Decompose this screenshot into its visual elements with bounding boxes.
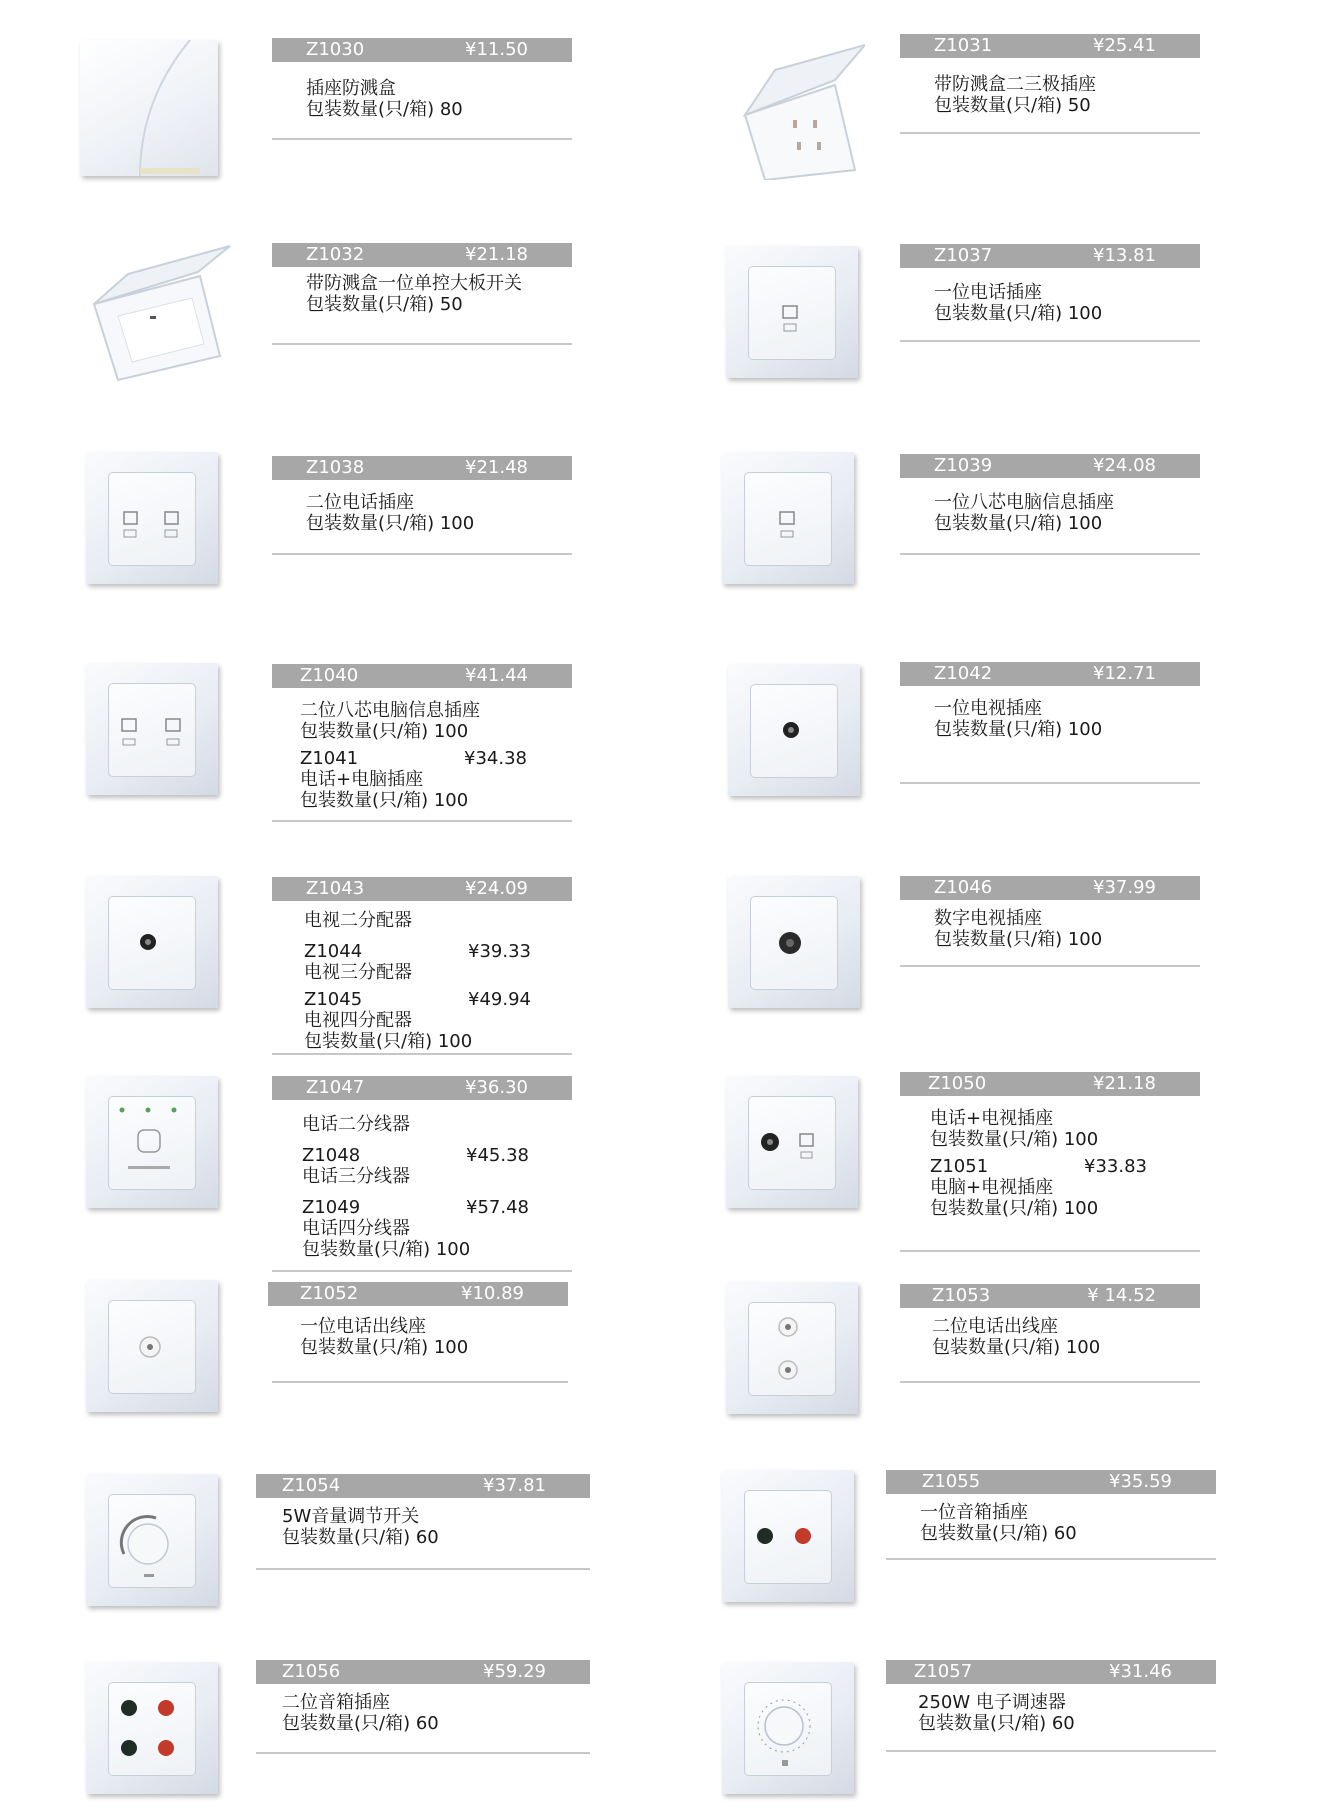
product-body xyxy=(934,908,1102,950)
product-code: Z1056 xyxy=(282,1661,341,1682)
divider xyxy=(256,1568,590,1570)
sub-product-qty: 包装数量(只/箱) 100 xyxy=(300,790,469,811)
double-phone-jack-icon xyxy=(86,452,218,584)
phone-tv-jack-icon xyxy=(726,1076,858,1208)
sub-product-code: Z1051 xyxy=(930,1156,989,1177)
product-name: 5W音量调节开关 xyxy=(282,1506,420,1527)
product-header xyxy=(272,877,572,901)
divider xyxy=(272,820,572,822)
computer-socket-photo xyxy=(722,452,854,584)
sub-product-code: Z1041 xyxy=(300,748,359,769)
product-price: ¥59.29 xyxy=(483,1661,546,1682)
product-name: 插座防溅盒 xyxy=(306,78,396,99)
digital-tv-jack-icon xyxy=(728,876,860,1008)
product-header xyxy=(900,876,1200,900)
product-body xyxy=(934,698,1102,740)
tv-splitter-photo xyxy=(86,876,218,1008)
product-price: ¥11.50 xyxy=(465,39,528,60)
product-name: 电话+电视插座 xyxy=(930,1108,1054,1129)
product-name: 二位电话插座 xyxy=(306,492,414,513)
sub-product-name: 电脑+电视插座 xyxy=(930,1177,1054,1198)
sub-product-code: Z1045 xyxy=(304,989,363,1010)
phone-socket-photo xyxy=(726,246,858,378)
sub-product-code: Z1048 xyxy=(302,1145,361,1166)
divider xyxy=(886,1750,1216,1752)
product-header xyxy=(886,1660,1216,1684)
divider xyxy=(900,553,1200,555)
product-name: 一位电视插座 xyxy=(934,698,1042,719)
phone-splitter-icon xyxy=(86,1076,218,1208)
product-body xyxy=(918,1692,1075,1734)
product-price: ¥ 14.52 xyxy=(1087,1285,1156,1306)
product-header xyxy=(268,1282,568,1306)
product-body xyxy=(934,282,1102,324)
product-qty: 包装数量(只/箱) 100 xyxy=(934,303,1103,324)
divider xyxy=(272,1270,572,1272)
divider xyxy=(900,132,1200,134)
product-qty: 包装数量(只/箱) 100 xyxy=(934,929,1103,950)
sub-product-qty: 包装数量(只/箱) 100 xyxy=(930,1198,1099,1219)
splash-switch-icon xyxy=(88,244,234,382)
product-name: 二位八芯电脑信息插座 xyxy=(300,700,480,721)
sub-product-name: 电话四分线器 xyxy=(302,1218,410,1239)
product-code: Z1040 xyxy=(300,665,359,686)
product-body xyxy=(300,700,527,811)
product-body xyxy=(304,910,531,1052)
splash-switch-photo xyxy=(88,244,234,382)
product-qty: 包装数量(只/箱) 100 xyxy=(934,719,1103,740)
sub-product-price: ¥34.38 xyxy=(464,748,527,769)
sub-product-price: ¥49.94 xyxy=(468,989,531,1010)
double-phone-socket-photo xyxy=(86,452,218,584)
product-price: ¥24.08 xyxy=(1093,455,1156,476)
speaker-terminal-icon xyxy=(722,1470,854,1602)
product-header xyxy=(900,1072,1200,1096)
product-header xyxy=(272,664,572,688)
product-header xyxy=(272,456,572,480)
product-header xyxy=(900,1284,1200,1308)
product-price: ¥21.48 xyxy=(465,457,528,478)
product-header xyxy=(256,1474,590,1498)
product-qty: 包装数量(只/箱) 50 xyxy=(934,95,1091,116)
spacer xyxy=(302,1135,470,1145)
divider xyxy=(272,343,572,345)
tv-jack-icon xyxy=(86,876,218,1008)
product-header xyxy=(900,454,1200,478)
divider xyxy=(900,1381,1200,1383)
product-qty: 包装数量(只/箱) 60 xyxy=(918,1713,1075,1734)
product-price: ¥41.44 xyxy=(465,665,528,686)
product-code: Z1047 xyxy=(306,1077,365,1098)
product-price: ¥12.71 xyxy=(1093,663,1156,684)
double-speaker-socket-photo xyxy=(86,1662,218,1794)
sub-product-name: 电话三分线器 xyxy=(302,1166,410,1187)
product-code: Z1052 xyxy=(300,1283,359,1304)
product-name: 一位八芯电脑信息插座 xyxy=(934,492,1114,513)
divider xyxy=(900,965,1200,967)
tv-socket-photo xyxy=(728,664,860,796)
product-header xyxy=(272,243,572,267)
divider xyxy=(272,553,572,555)
sub-product-price: ¥45.38 xyxy=(466,1145,529,1166)
product-qty: 包装数量(只/箱) 60 xyxy=(282,1713,439,1734)
spacer xyxy=(302,1187,470,1197)
product-body xyxy=(300,1316,468,1358)
volume-switch-photo xyxy=(86,1474,218,1606)
product-code: Z1054 xyxy=(282,1475,341,1496)
splash-box-photo xyxy=(80,40,218,176)
product-name: 250W 电子调速器 xyxy=(918,1692,1066,1713)
sub-product-price: ¥57.48 xyxy=(466,1197,529,1218)
product-code: Z1057 xyxy=(914,1661,973,1682)
product-qty: 包装数量(只/箱) 60 xyxy=(920,1523,1077,1544)
product-code: Z1038 xyxy=(306,457,365,478)
double-phone-outlet-icon xyxy=(726,1282,858,1414)
product-qty: 包装数量(只/箱) 100 xyxy=(934,513,1103,534)
product-qty: 包装数量(只/箱) 100 xyxy=(932,1337,1101,1358)
product-qty: 包装数量(只/箱) 80 xyxy=(306,99,463,120)
double-phone-outlet-photo xyxy=(726,1282,858,1414)
sub-product-price: ¥33.83 xyxy=(1084,1156,1147,1177)
product-code: Z1042 xyxy=(934,663,993,684)
product-price: ¥13.81 xyxy=(1093,245,1156,266)
sub-product-code: Z1049 xyxy=(302,1197,361,1218)
sub-product-row xyxy=(300,748,527,769)
product-qty: 包装数量(只/箱) 100 xyxy=(930,1129,1099,1150)
product-price: ¥35.59 xyxy=(1109,1471,1172,1492)
product-header xyxy=(272,38,572,62)
product-code: Z1053 xyxy=(932,1285,991,1306)
product-name: 带防溅盒一位单控大板开关 xyxy=(306,273,522,294)
splash-socket-photo xyxy=(735,40,865,180)
product-name: 电视二分配器 xyxy=(304,910,412,931)
product-header xyxy=(256,1660,590,1684)
product-body xyxy=(932,1316,1100,1358)
divider xyxy=(886,1558,1216,1560)
spacer xyxy=(304,931,472,941)
sub-product-price: ¥39.33 xyxy=(468,941,531,962)
speed-dial-icon xyxy=(722,1662,854,1794)
tv-jack-icon xyxy=(728,664,860,796)
sub-product-code: Z1044 xyxy=(304,941,363,962)
phone-tv-socket-photo xyxy=(726,1076,858,1208)
sub-product-name: 电视三分配器 xyxy=(304,962,412,983)
product-name: 一位音箱插座 xyxy=(920,1502,1028,1523)
product-body xyxy=(306,78,463,120)
double-computer-socket-photo xyxy=(86,663,218,795)
product-code: Z1046 xyxy=(934,877,993,898)
divider xyxy=(272,1053,572,1055)
product-code: Z1037 xyxy=(934,245,993,266)
phone-outlet-icon xyxy=(86,1280,218,1412)
product-code: Z1050 xyxy=(928,1073,987,1094)
speaker-socket-photo xyxy=(722,1470,854,1602)
product-body xyxy=(302,1114,529,1260)
product-body xyxy=(920,1502,1077,1544)
sub-product-qty: 包装数量(只/箱) 100 xyxy=(302,1239,471,1260)
product-qty: 包装数量(只/箱) 100 xyxy=(300,721,469,742)
product-price: ¥21.18 xyxy=(465,244,528,265)
splash-socket-icon xyxy=(735,40,865,180)
double-speaker-terminal-icon xyxy=(86,1662,218,1794)
divider xyxy=(256,1752,590,1754)
phone-splitter-photo xyxy=(86,1076,218,1208)
product-code: Z1039 xyxy=(934,455,993,476)
sub-product-row xyxy=(304,941,531,962)
product-body xyxy=(306,273,522,315)
sub-product-row xyxy=(302,1145,529,1166)
sub-product-name: 电话+电脑插座 xyxy=(300,769,424,790)
sub-product-row xyxy=(302,1197,529,1218)
product-qty: 包装数量(只/箱) 60 xyxy=(282,1527,439,1548)
product-price: ¥24.09 xyxy=(465,878,528,899)
product-qty: 包装数量(只/箱) 100 xyxy=(306,513,475,534)
product-code: Z1055 xyxy=(922,1471,981,1492)
product-body xyxy=(306,492,474,534)
splash-cover-icon xyxy=(80,40,218,176)
product-code: Z1030 xyxy=(306,39,365,60)
product-name: 一位电话出线座 xyxy=(300,1316,426,1337)
product-body xyxy=(282,1506,439,1548)
sub-product-row xyxy=(304,989,531,1010)
phone-outlet-photo xyxy=(86,1280,218,1412)
sub-product-name: 电视四分配器 xyxy=(304,1010,412,1031)
divider xyxy=(900,340,1200,342)
product-header xyxy=(272,1076,572,1100)
product-header xyxy=(900,662,1200,686)
product-price: ¥25.41 xyxy=(1093,35,1156,56)
double-network-jack-icon xyxy=(86,663,218,795)
product-qty: 包装数量(只/箱) 50 xyxy=(306,294,463,315)
product-name: 数字电视插座 xyxy=(934,908,1042,929)
product-header xyxy=(900,34,1200,58)
divider xyxy=(272,138,572,140)
product-header xyxy=(900,244,1200,268)
product-body xyxy=(934,492,1114,534)
product-name: 一位电话插座 xyxy=(934,282,1042,303)
digital-tv-socket-photo xyxy=(728,876,860,1008)
product-name: 电话二分线器 xyxy=(302,1114,410,1135)
product-header xyxy=(886,1470,1216,1494)
product-body xyxy=(282,1692,439,1734)
product-body xyxy=(930,1108,1147,1219)
product-price: ¥37.99 xyxy=(1093,877,1156,898)
sub-product-row xyxy=(930,1156,1147,1177)
product-qty: 包装数量(只/箱) 100 xyxy=(300,1337,469,1358)
product-price: ¥36.30 xyxy=(465,1077,528,1098)
product-code: Z1043 xyxy=(306,878,365,899)
product-price: ¥31.46 xyxy=(1109,1661,1172,1682)
product-code: Z1032 xyxy=(306,244,365,265)
product-price: ¥10.89 xyxy=(461,1283,524,1304)
speed-controller-photo xyxy=(722,1662,854,1794)
product-body xyxy=(934,74,1096,116)
product-name: 二位电话出线座 xyxy=(932,1316,1058,1337)
divider xyxy=(272,1381,568,1383)
divider xyxy=(900,782,1200,784)
divider xyxy=(900,1250,1200,1252)
network-jack-icon xyxy=(722,452,854,584)
product-name: 带防溅盒二三极插座 xyxy=(934,74,1096,95)
sub-product-qty: 包装数量(只/箱) 100 xyxy=(304,1031,473,1052)
phone-jack-icon xyxy=(726,246,858,378)
product-name: 二位音箱插座 xyxy=(282,1692,390,1713)
product-price: ¥37.81 xyxy=(483,1475,546,1496)
product-code: Z1031 xyxy=(934,35,993,56)
volume-knob-icon xyxy=(86,1474,218,1606)
product-price: ¥21.18 xyxy=(1093,1073,1156,1094)
